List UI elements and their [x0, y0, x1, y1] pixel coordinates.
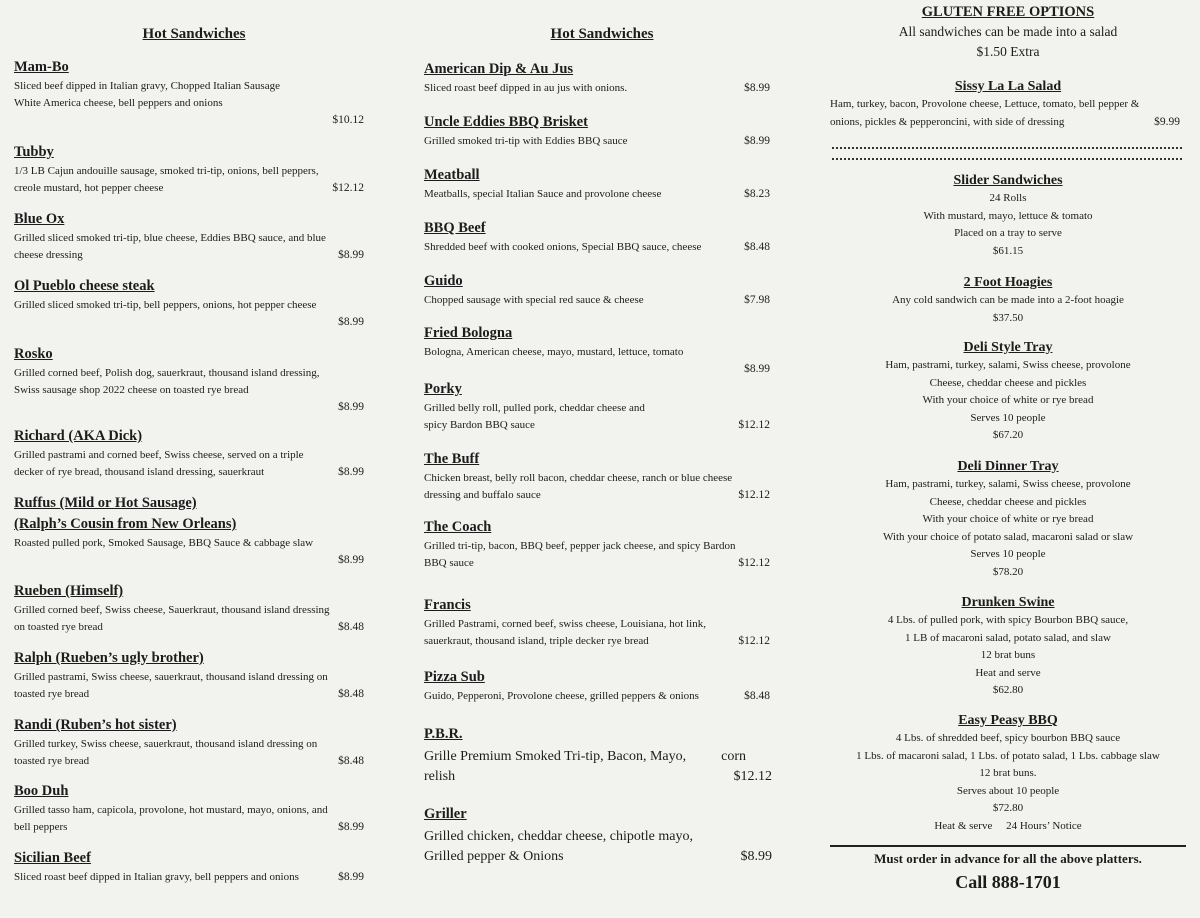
menu-item-price: $8.48	[744, 690, 770, 702]
menu-item-description: Guido, Pepperoni, Provolone cheese, grilled peppers & onions	[424, 690, 699, 702]
platter-detail: With your choice of white or rye bread	[922, 394, 1094, 406]
menu-item-name: Meatball	[424, 167, 480, 183]
menu-item-price: $8.99	[338, 401, 364, 413]
platter-item	[830, 274, 1186, 327]
menu-item	[424, 806, 780, 867]
menu-item-name: Francis	[424, 597, 471, 613]
platter-detail: Serves 10 people	[970, 411, 1046, 424]
menu-item	[14, 583, 374, 636]
menu-item-description: Grilled sliced smoked tri-tip, bell peppers, onions, hot pepper cheese	[14, 299, 317, 311]
menu-item	[424, 669, 780, 705]
menu-item-price: $7.98	[744, 294, 770, 306]
platter-name: Slider Sandwiches	[953, 173, 1063, 188]
gluten-free-title: GLUTEN FREE OPTIONS	[921, 4, 1095, 20]
menu-item-description: Grilled smoked tri-tip with Eddies BBQ sauce	[424, 135, 628, 147]
platter-detail: 1 LB of macaroni salad, potato salad, and slaw	[905, 631, 1111, 644]
menu-item	[424, 381, 780, 434]
menu-item-name: Mam-Bo	[14, 59, 69, 75]
menu-item-description: Grilled chicken, cheddar cheese, chipotle mayo,	[424, 829, 693, 844]
menu-item-name: Uncle Eddies BBQ Brisket	[424, 114, 588, 130]
menu-item-price: $12.12	[738, 635, 770, 647]
platter-item	[830, 339, 1186, 445]
menu-item-description: creole mustard, hot pepper cheese	[14, 182, 164, 194]
platter-detail: With your choice of white or rye bread	[922, 513, 1094, 525]
menu-item-price: $8.48	[338, 621, 364, 633]
platter-detail: With mustard, mayo, lettuce & tomato	[923, 209, 1093, 222]
menu-item-description: decker of rye bread, thousand island dressing, sauerkraut	[14, 466, 265, 478]
menu-item-name: Porky	[424, 381, 462, 397]
menu-item-name: Ol Pueblo cheese steak	[14, 278, 155, 294]
menu-item-name: Randi (Ruben’s hot sister)	[14, 717, 177, 733]
menu-item-price: $8.48	[338, 688, 364, 700]
platter-detail: Placed on a tray to serve	[954, 227, 1062, 239]
menu-item-subtitle: (Ralph’s Cousin from New Orleans)	[14, 516, 237, 532]
menu-item-description: Grilled turkey, Swiss cheese, sauerkraut, thousand island dressing on	[14, 738, 318, 750]
menu-item-price: $12.12	[332, 182, 364, 194]
platter-detail: 1 Lbs. of macaroni salad, 1 Lbs. of potato salad, 1 Lbs. cabbage slaw	[856, 749, 1160, 762]
menu-item-name: The Coach	[424, 519, 492, 535]
menu-item-name: Ralph (Rueben’s ugly brother)	[14, 650, 204, 666]
platter-name: Drunken Swine	[961, 595, 1055, 610]
platter-name: Easy Peasy BBQ	[958, 713, 1058, 728]
menu-item-price: $12.12	[738, 419, 770, 431]
menu-item-description: Meatballs, special Italian Sauce and provolone cheese	[424, 188, 662, 200]
menu-item	[14, 850, 374, 886]
gluten-free-price: $1.50 Extra	[976, 43, 1040, 59]
menu-item-description: toasted rye bread	[14, 688, 90, 700]
menu-item-name: Sicilian Beef	[14, 850, 91, 866]
footer-divider	[830, 845, 1186, 847]
menu-item-description: sauerkraut, thousand island, triple decker rye bread	[424, 635, 649, 647]
menu-column-left	[14, 0, 374, 918]
menu-item-name: Pizza Sub	[424, 669, 485, 685]
menu-item	[424, 519, 780, 572]
menu-item-name: Tubby	[14, 144, 54, 160]
menu-item-description: BBQ sauce	[424, 557, 474, 569]
platter-item	[830, 172, 1186, 260]
menu-item-description: Grilled tri-tip, bacon, BBQ beef, pepper jack cheese, and spicy Bardon	[424, 540, 736, 552]
menu-item-name: Ruffus (Mild or Hot Sausage)	[14, 495, 197, 511]
platter-detail: Ham, pastrami, turkey, salami, Swiss cheese, provolone	[885, 478, 1131, 490]
platter-detail: With your choice of potato salad, macaroni salad or slaw	[882, 530, 1134, 543]
menu-item-name: P.B.R.	[424, 726, 463, 742]
platter-detail: Ham, pastrami, turkey, salami, Swiss cheese, provolone	[885, 359, 1131, 371]
platter-name: 2 Foot Hoagies	[963, 275, 1053, 290]
menu-item-description	[14, 399, 326, 416]
menu-item-description: Sliced roast beef dipped in Italian gravy, bell peppers and onions	[14, 871, 299, 883]
menu-item-description: Grilled pastrami, Swiss cheese, sauerkraut, thousand island dressing on	[14, 671, 328, 683]
menu-item	[14, 650, 374, 703]
menu-item-price: $8.48	[744, 241, 770, 253]
platter-detail: $62.80	[992, 684, 1024, 696]
menu-item	[424, 597, 780, 650]
menu-item	[424, 451, 780, 504]
platter-detail: Serves 10 people	[970, 548, 1046, 560]
menu-item-name: Griller	[424, 806, 467, 822]
sissy-salad-desc-1: Ham, turkey, bacon, Provolone cheese, Lettuce, tomato, bell pepper &	[830, 98, 1140, 110]
menu-item-price: $12.12	[738, 489, 770, 501]
menu-item-price: $8.99	[338, 554, 364, 566]
platter-detail: Serves about 10 people	[956, 784, 1060, 797]
menu-item-description: Grilled belly roll, pulled pork, cheddar cheese and	[424, 402, 645, 414]
menu-item-price: $8.99	[338, 316, 364, 328]
menu-item	[424, 220, 780, 256]
menu-item-description: Grilled tasso ham, capicola, provolone, hot mustard, mayo, onions, and	[14, 804, 328, 816]
menu-item-description	[14, 314, 326, 331]
menu-item	[14, 144, 374, 197]
platter-detail: Cheese, cheddar cheese and pickles	[929, 376, 1087, 389]
menu-item-description	[424, 361, 732, 378]
section-heading: Hot Sandwiches	[142, 26, 246, 42]
platter-detail: 24 Rolls	[989, 192, 1027, 204]
platter-detail: $72.80	[992, 802, 1024, 814]
menu-item-name: Boo Duh	[14, 783, 69, 799]
menu-item-price: $12.12	[738, 557, 770, 569]
gluten-free-line: All sandwiches can be made into a salad	[898, 23, 1118, 39]
menu-item-name: American Dip & Au Jus	[424, 61, 574, 77]
platter-detail: $78.20	[992, 565, 1024, 578]
menu-item-description: Grilled sliced smoked tri-tip, blue cheese, Eddies BBQ sauce, and blue	[14, 232, 326, 244]
platter-detail: 4 Lbs. of pulled pork, with spicy Bourbon BBQ sauce,	[887, 614, 1129, 626]
menu-item-name: Guido	[424, 273, 463, 289]
menu-item-description: cheese dressing	[14, 249, 83, 261]
menu-column-right	[830, 0, 1186, 918]
menu-item-name: Richard (AKA Dick)	[14, 428, 143, 444]
menu-item	[424, 726, 780, 787]
menu-item-description: Bologna, American cheese, mayo, mustard, lettuce, tomato	[424, 346, 684, 358]
menu-item-name: Blue Ox	[14, 211, 65, 227]
platter-detail: 12 brat buns.	[979, 767, 1037, 779]
menu-item	[14, 278, 374, 331]
menu-item	[14, 428, 374, 481]
platter-detail: $37.50	[992, 311, 1024, 324]
menu-item-description: Grilled pepper & Onions	[424, 849, 564, 864]
menu-item	[424, 325, 780, 378]
menu-item-description: Grilled Pastrami, corned beef, swiss cheese, Louisiana, hot link,	[424, 618, 706, 630]
menu-item-description: dressing and buffalo sauce	[424, 489, 541, 501]
menu-item-description: relish	[424, 769, 456, 784]
menu-item-description: Grilled pastrami and corned beef, Swiss cheese, served on a triple	[14, 449, 304, 461]
menu-item-description: Swiss sausage shop 2022 cheese on toasted rye bread	[14, 384, 249, 396]
sissy-salad-name: Sissy La La Salad	[954, 79, 1062, 94]
platter-detail: 4 Lbs. of shredded beef, spicy bourbon BBQ sauce	[895, 732, 1121, 744]
menu-item-price: $8.99	[740, 849, 772, 864]
menu-item-description: Grilled corned beef, Swiss cheese, Sauerkraut, thousand island dressing	[14, 604, 330, 616]
menu-item-price: $8.99	[744, 82, 770, 94]
menu-item	[14, 717, 374, 770]
platter-item	[830, 594, 1186, 700]
platter-detail: Heat & serve 24 Hours’ Notice	[934, 819, 1082, 832]
platter-name: Deli Style Tray	[963, 340, 1053, 355]
menu-item-name: BBQ Beef	[424, 220, 486, 236]
menu-item-description	[14, 112, 326, 129]
menu-item-description: White America cheese, bell peppers and onions	[14, 97, 223, 109]
menu-item-description: Chicken breast, belly roll bacon, cheddar cheese, ranch or blue cheese	[424, 472, 733, 484]
menu-item-description: Sliced roast beef dipped in au jus with onions.	[424, 82, 628, 94]
menu-item-description: Sliced beef dipped in Italian gravy, Chopped Italian Sausage	[14, 80, 280, 92]
menu-item	[424, 273, 780, 309]
menu-column-middle	[424, 0, 780, 918]
platter-name: Deli Dinner Tray	[957, 459, 1059, 474]
menu-item-description: spicy Bardon BBQ sauce	[424, 419, 535, 431]
platter-detail: $67.20	[992, 429, 1024, 441]
menu-item-price: $8.99	[338, 871, 364, 883]
menu-item-price: $8.48	[338, 755, 364, 767]
menu-item-price: $8.99	[338, 466, 364, 478]
menu-item-name: Fried Bologna	[424, 325, 513, 341]
advance-order-notice: Must order in advance for all the above platters.	[874, 851, 1142, 866]
gluten-free-block	[830, 4, 1186, 62]
platter-detail: Heat and serve	[975, 666, 1041, 679]
menu-item-price: $8.99	[744, 363, 770, 375]
menu-item	[14, 211, 374, 264]
menu-item-description: Shredded beef with cooked onions, Special BBQ sauce, cheese	[424, 241, 702, 253]
platter-detail: Any cold sandwich can be made into a 2-foot hoagie	[892, 294, 1124, 306]
menu-item	[424, 61, 780, 97]
menu-item	[14, 59, 374, 129]
dotted-divider	[832, 158, 1182, 160]
section-heading: Hot Sandwiches	[550, 26, 654, 42]
menu-item-description: Grilled corned beef, Polish dog, sauerkraut, thousand island dressing,	[14, 367, 320, 379]
menu-item-price: $8.99	[744, 135, 770, 147]
menu-item-description: Roasted pulled pork, Smoked Sausage, BBQ Sauce & cabbage slaw	[14, 537, 314, 549]
menu-item-name: Rosko	[14, 346, 53, 362]
menu-item	[14, 495, 374, 569]
phone-number: Call 888-1701	[955, 872, 1061, 892]
menu-item-name: The Buff	[424, 451, 480, 467]
sissy-salad-price: $9.99	[1154, 115, 1180, 128]
sissy-salad	[830, 78, 1186, 131]
menu-item-name: Rueben (Himself)	[14, 583, 124, 599]
platter-detail: $61.15	[992, 244, 1024, 257]
menu-item-description: Chopped sausage with special red sauce & cheese	[424, 294, 644, 306]
menu-item-description	[14, 552, 326, 569]
platter-item	[830, 712, 1186, 835]
menu-item-price: $12.12	[733, 769, 772, 784]
dotted-divider	[832, 147, 1182, 149]
menu-item-description: on toasted rye bread	[14, 621, 103, 633]
platter-detail: Cheese, cheddar cheese and pickles	[929, 495, 1087, 508]
platter-item	[830, 458, 1186, 581]
menu-item-price: $8.99	[338, 821, 364, 833]
menu-item-description: toasted rye bread	[14, 755, 90, 767]
menu-item-description: bell peppers	[14, 821, 68, 833]
platter-detail: 12 brat buns	[980, 649, 1036, 661]
menu-item-price: $10.12	[332, 114, 364, 126]
menu-item-description: 1/3 LB Cajun andouille sausage, smoked tri-tip, onions, bell peppers,	[14, 165, 319, 177]
menu-item-price: $8.23	[744, 188, 770, 200]
menu-item	[14, 783, 374, 836]
menu-item	[424, 167, 780, 203]
sissy-salad-desc-2: onions, pickles & pepperoncini, with side of dressing	[830, 115, 1065, 128]
menu-item-description: Grille Premium Smoked Tri-tip, Bacon, Mayo, corn	[424, 749, 746, 764]
menu-item	[424, 114, 780, 150]
menu-item-price: $8.99	[338, 249, 364, 261]
menu-item	[14, 346, 374, 416]
